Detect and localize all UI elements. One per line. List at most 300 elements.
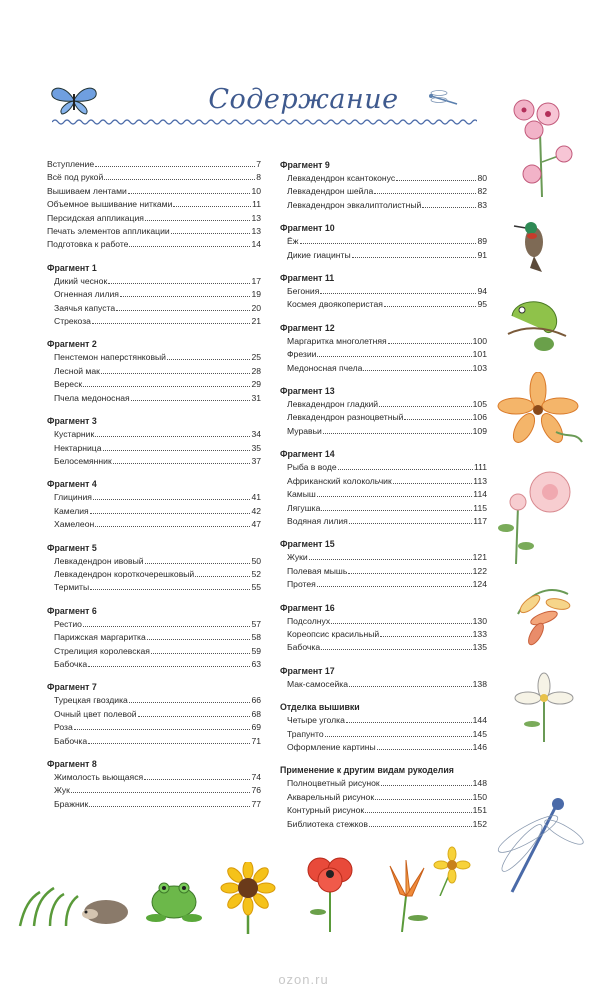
toc-entry-page: 20 (251, 302, 261, 313)
toc-entry-title: Нектарница (54, 442, 102, 453)
toc-entry-title: Мак-самосейка (287, 678, 349, 689)
toc-entry (280, 578, 487, 591)
toc-entry-title: Библиотека стежков (287, 818, 368, 829)
toc-entry-title: Четыре уголка (287, 715, 345, 726)
toc-section-title: Фрагмент 4 (47, 479, 97, 490)
toc-entry (280, 818, 487, 831)
toc-section (280, 447, 487, 528)
toc-entry-page: 55 (251, 582, 261, 593)
toc-entry (280, 678, 487, 691)
toc-entry-title: Левкадендрон разноцветный (287, 412, 404, 423)
toc-entry (280, 335, 487, 348)
toc-entry-title: Левкадендрон ксантоконус (287, 173, 396, 183)
toc-entry-title: Персидская аппликация (47, 212, 144, 223)
toc-section-title: Применение к другим видам рукоделия (280, 765, 454, 776)
toc-entry-page: 31 (251, 392, 261, 403)
dot-leader (90, 513, 251, 514)
toc-section-title: Фрагмент 3 (47, 416, 97, 427)
toc-entry-page: 42 (251, 505, 261, 516)
toc-entry-page: 8 (256, 172, 261, 183)
dot-leader (321, 510, 472, 511)
toc-entry (47, 378, 261, 391)
toc-entry-page: 145 (472, 728, 487, 739)
toc-entry-page: 122 (472, 565, 487, 576)
toc-entry-page: 80 (477, 173, 487, 183)
watermark: ozon.ru (278, 972, 329, 987)
toc-entry-title: Левкадендрон эвкалиптолистный (287, 199, 422, 210)
chameleon-icon (504, 286, 570, 356)
dragonfly-icon (425, 88, 461, 110)
toc-entry-page: 58 (251, 632, 261, 643)
toc-entry (280, 461, 487, 474)
toc-entry-title: Роза (54, 722, 73, 733)
dot-leader (145, 220, 251, 221)
toc-entry-page: 150 (472, 791, 487, 802)
dot-leader (95, 526, 250, 527)
toc-entry-title: Лесной мак (54, 365, 100, 376)
dot-leader (129, 246, 250, 247)
toc-entry-page: 148 (472, 778, 487, 789)
dot-leader (88, 743, 250, 744)
dot-leader (95, 166, 255, 167)
toc-entry-title: Бабочка (287, 642, 321, 653)
toc-entry-title: Стрелиция королевская (54, 645, 150, 656)
toc-entry (47, 171, 261, 184)
dot-leader (147, 639, 251, 640)
toc-intro-section (47, 158, 261, 252)
toc-entry-title: Белосемянник (54, 455, 112, 466)
toc-section (280, 664, 487, 691)
toc-entry-title: Термиты (54, 582, 90, 593)
toc-entry-title: Муравьи (287, 425, 322, 436)
toc-entry (47, 302, 261, 315)
toc-entry-title: Бражник (54, 798, 89, 809)
toc-section-title: Фрагмент 6 (47, 605, 97, 616)
dot-leader (369, 826, 472, 827)
toc-entry (47, 721, 261, 734)
toc-section (47, 477, 261, 531)
toc-entry-title: Печать элементов аппликации (47, 226, 170, 237)
dot-leader (128, 193, 251, 194)
large-dragonfly-icon (478, 792, 588, 902)
dot-leader (83, 626, 250, 627)
toc-entry-title: Жимолость вьющаяся (54, 772, 144, 782)
dot-leader (346, 722, 472, 723)
dot-leader (393, 483, 473, 484)
sunflower-icon (220, 862, 276, 934)
dot-leader (363, 370, 471, 371)
orange-lily-icon (380, 856, 434, 932)
toc-entry-page: 63 (251, 658, 261, 669)
toc-entry-page: 21 (251, 316, 261, 327)
toc-entry-page: 17 (251, 275, 261, 286)
toc-entry-title: Протея (287, 579, 316, 590)
toc-section-title: Фрагмент 16 (280, 602, 335, 613)
toc-entry (280, 502, 487, 515)
toc-entry (280, 475, 487, 488)
dot-leader (349, 523, 472, 524)
toc-entry-title: Фрезии (287, 349, 317, 360)
toc-entry-title: Лягушка (287, 502, 321, 513)
toc-entry (280, 285, 487, 298)
toc-entry-title: Акварельный рисунок (287, 791, 375, 802)
toc-entry-page: 113 (473, 475, 487, 486)
dot-leader (89, 806, 250, 807)
toc-entry-title: Парижская маргаритка (54, 632, 146, 643)
toc-entry-page: 89 (477, 236, 487, 247)
toc-entry-page: 138 (472, 678, 487, 689)
dot-leader (375, 799, 472, 800)
toc-entry-page: 74 (251, 772, 261, 782)
dot-leader (309, 559, 472, 560)
toc-entry-title: Дикие гиацинты (287, 249, 351, 260)
dot-leader (71, 792, 251, 793)
toc-section (47, 414, 261, 468)
toc-entry-page: 146 (472, 741, 487, 752)
dot-leader (151, 653, 250, 654)
toc-entry (280, 488, 487, 501)
toc-entry-page: 76 (251, 785, 261, 796)
toc-entry (47, 784, 261, 797)
toc-entry-title: Камыш (287, 489, 316, 500)
toc-entry (47, 708, 261, 721)
toc-entry-title: Трапунто (287, 728, 324, 739)
toc-entry (47, 555, 261, 568)
rose-flower-icon (496, 466, 582, 566)
toc-entry (280, 185, 487, 198)
toc-entry-page: 100 (472, 335, 487, 346)
toc-entry-page: 59 (251, 645, 261, 656)
toc-section-title: Фрагмент 7 (47, 682, 97, 693)
toc-entry-page: 34 (251, 429, 261, 440)
toc-entry (47, 212, 261, 225)
toc-entry (280, 411, 487, 424)
dot-leader (74, 729, 251, 730)
toc-entry-page: 130 (472, 615, 487, 626)
toc-entry (47, 351, 261, 364)
toc-entry-page: 105 (472, 399, 487, 410)
dot-leader (380, 636, 471, 637)
toc-entry (47, 442, 261, 455)
toc-entry-page: 29 (251, 379, 261, 390)
toc-section (47, 680, 261, 748)
toc-entry-page: 14 (251, 239, 261, 250)
toc-entry-page: 114 (473, 489, 487, 500)
toc-entry (47, 185, 261, 198)
dot-leader (323, 433, 472, 434)
dot-leader (396, 180, 476, 181)
toc-entry (280, 791, 487, 804)
dot-leader (300, 243, 477, 244)
toc-entry-title: Заячья капуста (54, 302, 116, 313)
toc-entry-title: Всё под рукой (47, 172, 104, 183)
toc-entry (280, 199, 487, 212)
dot-leader (173, 206, 251, 207)
toc-entry-page: 117 (473, 515, 487, 526)
toc-entry (280, 628, 487, 641)
dot-leader (113, 463, 251, 464)
toc-left-column (47, 158, 261, 811)
toc-entry (47, 645, 261, 658)
dot-leader (352, 257, 477, 258)
toc-entry-page: 77 (251, 798, 261, 809)
dot-leader (317, 356, 471, 357)
toc-section-title: Фрагмент 12 (280, 322, 335, 333)
toc-entry-page: 109 (472, 425, 487, 436)
toc-entry-page: 82 (477, 186, 487, 197)
lily-flower-icon (496, 372, 586, 452)
toc-entry-page: 13 (251, 212, 261, 223)
toc-entry-page: 83 (477, 199, 487, 210)
toc-entry-title: Объемное вышивание нитками (47, 199, 173, 210)
toc-entry-title: Рыба в воде (287, 462, 337, 473)
dot-leader (93, 499, 251, 500)
toc-entry-title: Жук (54, 785, 70, 796)
toc-entry-page: 66 (251, 695, 261, 706)
toc-entry-title: Водяная лилия (287, 515, 348, 526)
toc-entry-page: 101 (472, 349, 487, 360)
toc-section (280, 537, 487, 591)
hedgehog-grass-icon (10, 868, 130, 928)
toc-entry-page: 25 (251, 352, 261, 363)
toc-entry-page: 57 (251, 618, 261, 629)
poppy-icon (300, 852, 360, 932)
dot-leader (338, 469, 473, 470)
toc-entry-page: 28 (251, 365, 261, 376)
dot-leader (348, 573, 471, 574)
toc-section (47, 604, 261, 672)
toc-entry-title: Пенстемон наперстянковый (54, 352, 166, 363)
toc-entry-page: 13 (251, 226, 261, 237)
toc-entry (280, 172, 487, 185)
dot-leader (195, 576, 250, 577)
toc-entry (47, 275, 261, 288)
toc-section (280, 700, 487, 754)
toc-entry (280, 714, 487, 727)
toc-entry-title: Вереск (54, 379, 83, 390)
toc-entry-title: Медоносная пчела (287, 362, 363, 373)
toc-entry-title: Турецкая гвоздика (54, 695, 128, 706)
toc-entry-page: 47 (251, 519, 261, 530)
toc-entry (280, 235, 487, 248)
toc-section (280, 601, 487, 655)
dot-leader (92, 323, 250, 324)
dot-leader (131, 400, 251, 401)
toc-entry-page: 91 (477, 249, 487, 260)
toc-entry-page: 7 (256, 159, 261, 169)
dot-leader (388, 343, 472, 344)
toc-entry-page: 69 (251, 722, 261, 733)
toc-section-title: Фрагмент 17 (280, 665, 335, 676)
toc-entry (280, 398, 487, 411)
page-title: Содержание (208, 84, 399, 115)
toc-entry-page: 135 (472, 642, 487, 653)
toc-entry (47, 491, 261, 504)
toc-entry (280, 515, 487, 528)
toc-entry-page: 35 (251, 442, 261, 453)
yellow-daisy-icon (430, 846, 474, 896)
toc-entry-page: 19 (251, 289, 261, 300)
toc-entry (280, 777, 487, 790)
toc-section-title: Фрагмент 2 (47, 339, 97, 350)
toc-entry (47, 315, 261, 328)
toc-entry (280, 298, 487, 311)
butterfly-icon (50, 84, 98, 116)
toc-section (280, 763, 487, 831)
toc-section (280, 271, 487, 312)
toc-entry (280, 348, 487, 361)
toc-entry (47, 198, 261, 211)
toc-entry (47, 658, 261, 671)
toc-entry (280, 615, 487, 628)
toc-entry-title: Кустарник (54, 429, 95, 440)
toc-entry-title: Ёж (287, 236, 299, 247)
toc-section-title: Фрагмент 14 (280, 449, 335, 460)
toc-entry-title: Оформление картины (287, 741, 376, 752)
toc-entry-page: 103 (472, 362, 487, 373)
toc-entry (280, 741, 487, 754)
toc-entry-title: Подготовка к работе (47, 239, 129, 250)
toc-entry-page: 111 (473, 462, 487, 473)
toc-entry (47, 505, 261, 518)
dot-leader (171, 233, 251, 234)
toc-entry-title: Бабочка (54, 658, 88, 669)
toc-entry-title: Полноцветный рисунок (287, 778, 380, 789)
toc-entry (47, 288, 261, 301)
dot-leader (320, 293, 476, 294)
dot-leader (144, 779, 250, 780)
toc-entry-title: Африканский колокольчик (287, 475, 392, 486)
toc-section (280, 321, 487, 375)
dot-leader (404, 419, 471, 420)
dot-leader (95, 436, 250, 437)
toc-entry (47, 428, 261, 441)
dot-leader (349, 686, 472, 687)
toc-entry-page: 52 (251, 568, 261, 579)
dot-leader (138, 716, 251, 717)
dot-leader (381, 785, 472, 786)
dot-leader (116, 310, 250, 311)
toc-entry-title: Дикий чеснок (54, 275, 108, 286)
toc-entry-title: Маргаритка многолетняя (287, 335, 387, 346)
wavy-divider (52, 117, 477, 127)
dot-leader (331, 623, 472, 624)
toc-entry-title: Пчела медоносная (54, 392, 130, 403)
toc-entry (47, 618, 261, 631)
toc-entry (280, 565, 487, 578)
dot-leader (377, 749, 472, 750)
dot-leader (90, 589, 250, 590)
toc-entry (280, 425, 487, 438)
toc-entry-page: 133 (472, 628, 487, 639)
dot-leader (103, 450, 251, 451)
toc-right-column (280, 158, 487, 831)
toc-section (47, 541, 261, 595)
toc-entry-page: 10 (251, 185, 261, 196)
toc-section (47, 757, 261, 811)
toc-entry-title: Вступление (47, 159, 95, 169)
dot-leader (374, 193, 476, 194)
toc-entry (280, 551, 487, 564)
toc-entry (280, 728, 487, 741)
toc-section-title: Фрагмент 13 (280, 386, 335, 397)
toc-section-title: Фрагмент 8 (47, 759, 97, 769)
toc-entry (47, 225, 261, 238)
dot-leader (88, 666, 250, 667)
toc-entry (47, 238, 261, 251)
toc-entry-page: 11 (252, 199, 261, 210)
toc-section (280, 158, 487, 212)
dot-leader (317, 496, 473, 497)
toc-entry-title: Левкадендрон короткочерешковый (54, 568, 195, 579)
toc-section-title: Фрагмент 9 (280, 160, 330, 170)
toc-section-title: Фрагмент 15 (280, 539, 335, 550)
toc-entry (280, 249, 487, 262)
toc-entry-title: Бабочка (54, 735, 88, 746)
frog-icon (144, 872, 204, 928)
toc-entry (47, 392, 261, 405)
toc-entry (47, 771, 261, 784)
toc-entry-title: Левкадендрон ивовый (54, 555, 144, 566)
toc-entry-page: 115 (473, 502, 487, 513)
toc-entry (47, 158, 261, 171)
dot-leader (104, 179, 255, 180)
toc-entry-page: 121 (472, 552, 487, 563)
white-flower-icon (514, 672, 574, 742)
toc-entry-title: Полевая мышь (287, 565, 348, 576)
toc-entry-page: 144 (472, 715, 487, 726)
toc-entry-page: 152 (472, 818, 487, 829)
dot-leader (321, 649, 472, 650)
toc-entry-page: 41 (251, 492, 261, 503)
toc-entry-title: Хамелеон (54, 519, 95, 530)
toc-entry-page: 124 (472, 579, 487, 590)
toc-entry-page: 95 (477, 299, 487, 310)
toc-entry (47, 694, 261, 707)
toc-entry (280, 804, 487, 817)
toc-entry-title: Глициния (54, 492, 92, 503)
toc-entry (47, 581, 261, 594)
toc-entry-page: 68 (251, 708, 261, 719)
toc-section-title: Фрагмент 11 (280, 273, 335, 284)
toc-entry-title: Вышиваем лентами (47, 185, 127, 196)
toc-entry-title: Кореопсис красильный (287, 628, 380, 639)
toc-entry-page: 94 (477, 286, 487, 297)
dot-leader (101, 373, 251, 374)
toc-section-title: Фрагмент 1 (47, 262, 97, 273)
toc-section (47, 261, 261, 329)
toc-entry-title: Подсолнух (287, 615, 331, 626)
toc-entry-page: 50 (251, 555, 261, 566)
toc-section-title: Отделка вышивки (280, 702, 360, 713)
toc-entry-title: Жуки (287, 552, 308, 563)
toc-section-title: Фрагмент 10 (280, 223, 335, 234)
dot-leader (129, 702, 251, 703)
dot-leader (379, 406, 472, 407)
dot-leader (325, 736, 472, 737)
dot-leader (384, 306, 476, 307)
toc-entry-title: Стрекоза (54, 316, 91, 327)
toc-entry (47, 568, 261, 581)
toc-entry (47, 518, 261, 531)
toc-entry-page: 151 (472, 805, 487, 816)
toc-entry-page: 37 (251, 455, 261, 466)
toc-entry-title: Контурный рисунок (287, 805, 365, 816)
toc-entry-title: Огненная лилия (54, 289, 119, 300)
toc-entry (280, 362, 487, 375)
toc-section (47, 337, 261, 405)
toc-entry (47, 365, 261, 378)
